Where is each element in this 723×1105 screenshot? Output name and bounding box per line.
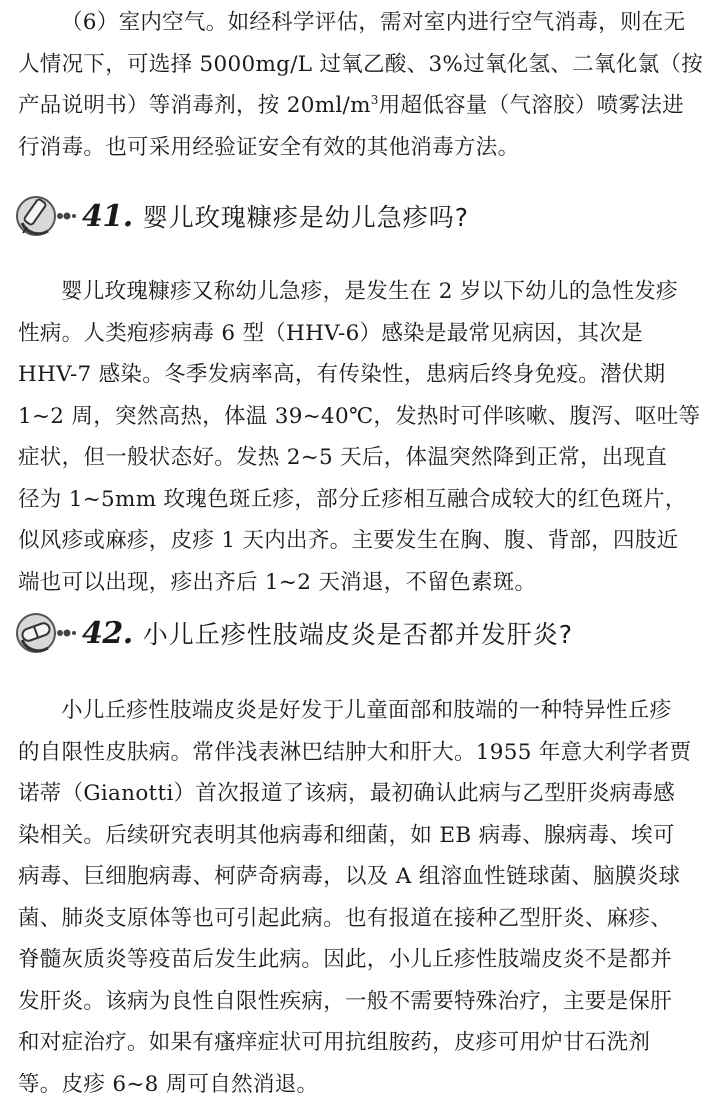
section-41-body — [18, 271, 706, 603]
text-line: 小儿丘疹性肢端皮炎是好发于儿童面部和肢端的一种特异性丘疹 — [18, 690, 706, 732]
text-segment: 产品说明书）等消毒剂，按 20ml/m — [18, 93, 371, 118]
text-line: 人情况下，可选择 5000mg/L 过氧乙酸、3%过氧化氢、二氧化氯（按 — [18, 44, 706, 86]
text-line: 发肝炎。该病为良性自限性疾病，一般不需要特殊治疗，主要是保肝 — [18, 981, 706, 1023]
text-line: 染相关。后续研究表明其他病毒和细菌，如 EB 病毒、腺病毒、埃可 — [18, 815, 706, 857]
text-segment: 用超低容量（气溶胶）喷雾法进 — [379, 93, 684, 118]
text-line: 1~2 周，突然高热，体温 39~40℃，发热时可伴咳嗽、腹泻、呕吐等 — [18, 396, 706, 438]
superscript: 3 — [371, 93, 379, 107]
text-line: 症状，但一般状态好。发热 2~5 天后，体温突然降到正常，出现直 — [18, 437, 706, 479]
text-line: 性病。人类疱疹病毒 6 型（HHV-6）感染是最常见病因，其次是 — [18, 313, 706, 355]
text-line: 菌、肺炎支原体等也可引起此病。也有报道在接种乙型肝炎、麻疹、 — [18, 898, 706, 940]
section-42-body — [18, 690, 706, 1105]
section-title: 小儿丘疹性肢端皮炎是否都并发肝炎? — [143, 615, 573, 651]
section-heading-42 — [14, 603, 573, 663]
text-line: 婴儿玫瑰糠疹又称幼儿急疹，是发生在 2 岁以下幼儿的急性发疹 — [18, 271, 706, 313]
pill-capsule-icon — [14, 606, 76, 660]
text-line: 脊髓灰质炎等疫苗后发生此病。因此，小儿丘疹性肢端皮炎不是都并 — [18, 939, 706, 981]
text-line: 等。皮疹 6~8 周可自然消退。 — [18, 1064, 706, 1105]
text-line: 径为 1~5mm 玫瑰色斑丘疹，部分丘疹相互融合成较大的红色斑片， — [18, 479, 706, 521]
section-number: 41. — [82, 199, 133, 234]
text-line: 行消毒。也可采用经验证安全有效的其他消毒方法。 — [18, 127, 706, 169]
text-line — [18, 85, 706, 127]
section-heading-41 — [14, 186, 469, 246]
section-title: 婴儿玫瑰糠疹是幼儿急疹吗? — [143, 198, 469, 234]
section-number: 42. — [82, 616, 133, 651]
text-line: HHV-7 感染。冬季发病率高，有传染性，患病后终身免疫。潜伏期 — [18, 354, 706, 396]
text-line: 病毒、巨细胞病毒、柯萨奇病毒，以及 A 组溶血性链球菌、脑膜炎球 — [18, 856, 706, 898]
text-line: 似风疹或麻疹，皮疹 1 天内出齐。主要发生在胸、腹、背部，四肢近 — [18, 520, 706, 562]
text-line: 诺蒂（Gianotti）首次报道了该病，最初确认此病与乙型肝炎病毒感 — [18, 773, 706, 815]
intro-paragraph — [18, 2, 706, 168]
text-line: 端也可以出现，疹出齐后 1~2 天消退，不留色素斑。 — [18, 562, 706, 604]
text-line: （6）室内空气。如经科学评估，需对室内进行空气消毒，则在无 — [18, 2, 706, 44]
text-line: 的自限性皮肤病。常伴浅表淋巴结肿大和肝大。1955 年意大利学者贾 — [18, 732, 706, 774]
text-line: 和对症治疗。如果有瘙痒症状可用抗组胺药，皮疹可用炉甘石洗剂 — [18, 1022, 706, 1064]
syringe-vial-icon — [14, 189, 76, 243]
